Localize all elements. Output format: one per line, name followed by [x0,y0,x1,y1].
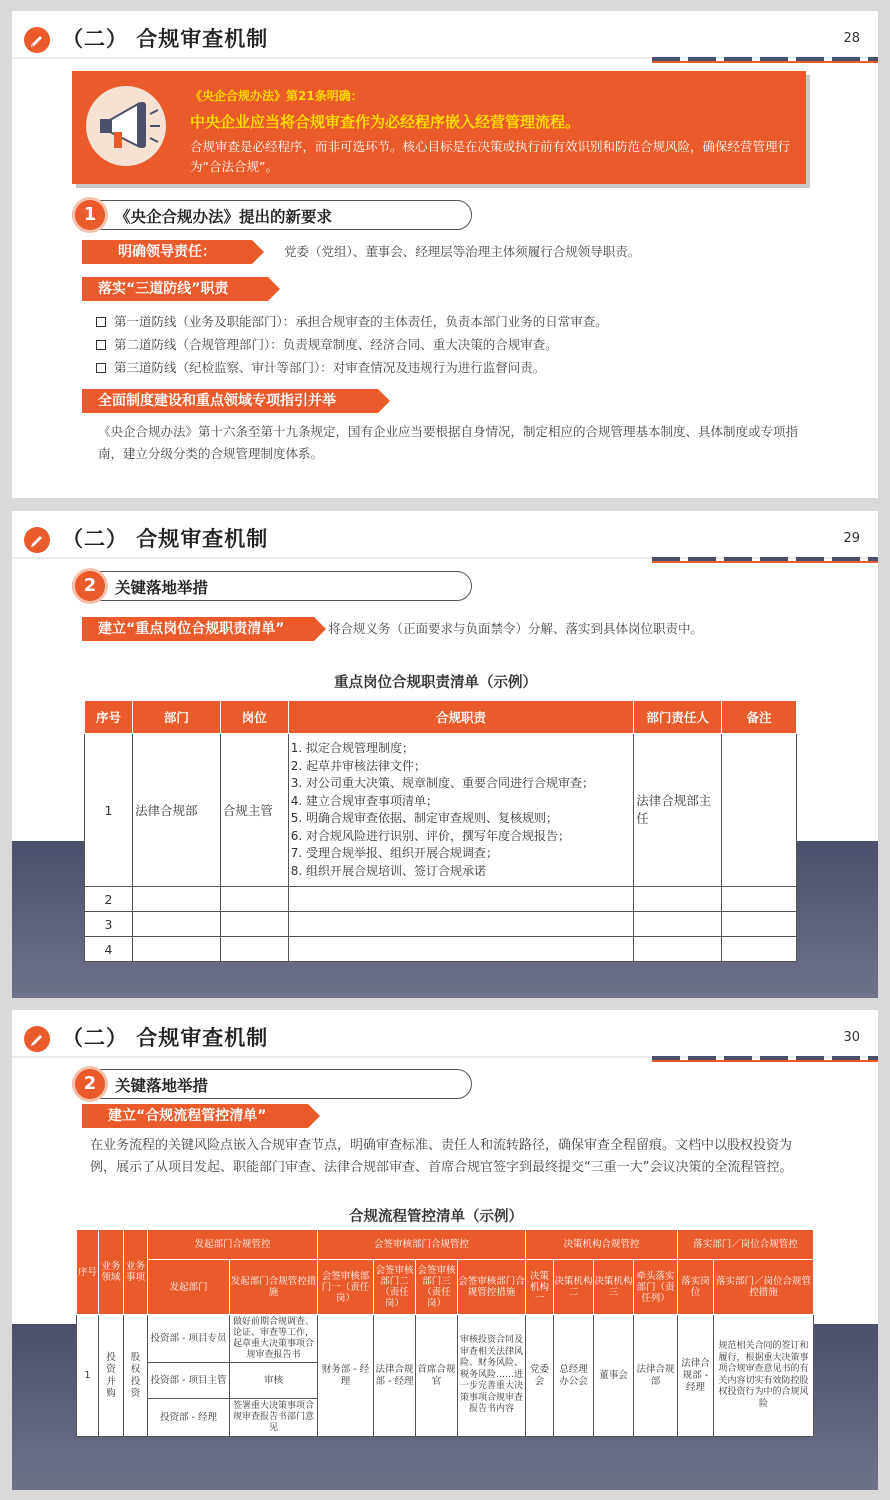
col-header: 发起部门合规管控措施 [230,1260,318,1315]
col-header: 合规职责 [288,701,633,734]
col-header: 决策机构二 [554,1260,594,1315]
tag-system-building: 全面制度建设和重点领域专项指引并举 [82,389,378,413]
page-number: 29 [843,531,860,546]
section-number-badge: 1 [75,200,105,230]
cell-no: 1 [85,734,133,887]
cell-owner: 法律合规部主任 [634,734,722,887]
col-header: 序号 [77,1230,99,1315]
col-header: 牵头落实部门（责任列） [634,1260,678,1315]
col-header: 部门责任人 [634,701,722,734]
cell-init-measure: 审核 [230,1363,318,1399]
cell-cs1: 财务部 - 经理 [318,1315,374,1437]
cell-init-dept: 投资部 - 项目专员 [148,1315,230,1363]
megaphone-icon [86,86,166,166]
slide-30 [12,1010,878,1490]
cell-note [722,734,797,887]
cell-cs2: 法律合规部 - 经理 [374,1315,416,1437]
table-row [85,912,797,937]
duty-item: 1. 拟定合规管理制度； [290,741,414,755]
table-title: 重点岗位合规职责清单（示例） [334,675,537,691]
section-title: 关键落地举措 [115,1077,209,1095]
duty-item: 3. 对公司重大决策、规章制度、重要合同进行合规审查； [290,776,594,790]
col-header: 序号 [85,701,133,734]
col-header: 备注 [722,701,797,734]
table-row [85,887,797,912]
pencil-icon [24,527,50,553]
duty-item: 2. 起草并审核法律文件； [290,758,426,773]
process-control-table [76,1229,814,1437]
cell-dept: 法律合规部 [132,734,220,887]
slide-title: （二） 合规审查机制 [62,27,269,51]
col-header: 业务事项 [124,1230,148,1315]
col-header: 落实岗位 [678,1260,714,1315]
col-header: 岗位 [220,701,288,734]
col-header: 会签审核部门三（责任岗） [416,1260,458,1315]
cell-no: 4 [85,937,133,962]
cell-lead: 法律合规部 [634,1315,678,1437]
group-header: 发起部门合规管控 [148,1230,318,1260]
col-header: 发起部门 [148,1260,230,1315]
col-header: 决策机构一 [526,1260,554,1315]
group-header: 决策机构合规管控 [526,1230,678,1260]
pencil-icon [24,1026,50,1052]
group-header: 会签审核部门合规管控 [318,1230,526,1260]
table-row [85,734,797,887]
cell-duties [288,734,633,887]
table-header-row [85,701,797,734]
cell-d1: 党委会 [526,1315,554,1437]
cell-cs3: 首席合规官 [416,1315,458,1437]
col-header: 会签审核部门二（责任岗） [374,1260,416,1315]
tag-three-lines: 落实“三道防线”职责 [82,277,268,301]
tag-post-checklist: 建立“重点岗位合规职责清单” [82,617,314,641]
section-heading [72,1069,472,1099]
slide-29 [12,511,878,998]
section-title: 《央企合规办法》提出的新要求 [115,208,333,226]
cell-cs-measure: 审核投资合同及审查相关法律风险、财务风险、税务风险……进一步完善重大决策事项合规审查报告书内容 [458,1315,526,1437]
tag-leadership: 明确领导责任： [82,240,252,264]
col-header: 决策机构三 [594,1260,634,1315]
duty-item: 8. 组织开展合规培训、签订合规承诺 [290,863,486,878]
banner-citation: 《央企合规办法》第21条明确： [190,89,363,103]
table-header-row [77,1260,814,1315]
col-header: 会签审核部门一（责任岗） [318,1260,374,1315]
duty-item: 5. 明确合规审查依据、制定审查规则、复核规则； [290,811,558,825]
table-row [77,1315,814,1363]
section-title: 关键落地举措 [115,579,209,597]
cell-item: 股权投资 [124,1315,148,1437]
cell-d3: 董事会 [594,1315,634,1437]
header-accent-line [652,1060,878,1062]
header-accent-line [652,61,878,63]
banner-body: 合规审查是必经程序，而非可选环节。核心目标是在决策或执行前有效识别和防范合规风险，确保经营管理行为“合法合规”。 [190,139,791,174]
cell-init-measure: 签署重大决策事项合规审查报告书部门意见 [230,1399,318,1437]
duty-item: 6. 对合规风险进行识别、评价，撰写年度合规报告； [290,828,570,843]
section-heading [72,200,472,230]
bullet-line-2: 第二道防线（合规管理部门）：负责规章制度、经济合同、重大决策的合规审查。 [96,335,558,353]
process-checklist-text: 在业务流程的关键风险点嵌入合规审查节点，明确审查标准、责任人和流转路径，确保审查全程留痕。文档中以股权投资为例，展示了从项目发起、职能部门审查、法律合规部审查、首席合规官签字到最终提交“三重一大”会议决策的全流程管控。 [90,1138,793,1175]
col-header: 业务领域 [99,1230,124,1315]
duty-item: 7. 受理合规举报、组织开展合规调查； [290,846,498,860]
system-building-text: 《央企合规办法》第十六条至第十九条规定，国有企业应当要根据自身情况，制定相应的合规管理基本制度、具体制度或专项指南，建立分级分类的合规管理制度体系。 [98,424,799,461]
post-checklist-text: 将合规义务（正面要求与负面禁令）分解、落实到具体岗位职责中。 [328,621,704,636]
pencil-icon [24,27,50,53]
cell-init-measure: 做好前期合规调查、论证、审查等工作，起草重大决策事项合规审查报告书 [230,1315,318,1363]
cell-post: 合规主管 [220,734,288,887]
header-accent-line [652,561,878,563]
section-heading [72,571,472,601]
bullet-line-3: 第三道防线（纪检监察、审计等部门）：对审查情况及违规行为进行监督问责。 [96,358,545,376]
cell-no: 2 [85,887,133,912]
cell-d2: 总经理办公会 [554,1315,594,1437]
bullet-line-1: 第一道防线（业务及职能部门）：承担合规审查的主体责任，负责本部门业务的日常审查。 [96,312,608,330]
group-header: 落实部门／岗位合规管控 [678,1230,814,1260]
page-number: 28 [843,31,860,46]
cell-impl-measure: 规范相关合同的签订和履行，根据重大决策事项合规审查意见书的有关内容切实有效防控股权投资行为中的合规风险 [714,1315,814,1437]
col-header: 会签审核部门合规管控措施 [458,1260,526,1315]
table-title: 合规流程管控清单（示例） [349,1209,523,1225]
col-header: 落实部门／岗位合规管控措施 [714,1260,814,1315]
cell-init-dept: 投资部 - 经理 [148,1399,230,1437]
col-header: 部门 [132,701,220,734]
cell-field: 投资并购 [99,1315,124,1437]
table-row [85,937,797,962]
slide-28 [12,11,878,498]
section-number-badge: 2 [75,571,105,601]
cell-no: 3 [85,912,133,937]
cell-impl: 法律合规部 - 经理 [678,1315,714,1437]
slide-title: （二） 合规审查机制 [62,1026,269,1050]
leadership-text: 党委（党组）、董事会、经理层等治理主体须履行合规领导职责。 [284,244,641,259]
section-number-badge: 2 [75,1069,105,1099]
slide-title: （二） 合规审查机制 [62,527,269,551]
duty-item: 4. 建立合规审查事项清单； [290,793,438,808]
table-group-header-row [77,1230,814,1260]
post-duty-table [84,700,797,962]
cell-init-dept: 投资部 - 项目主管 [148,1363,230,1399]
banner-headline: 中央企业应当将合规审查作为必经程序嵌入经营管理流程。 [190,113,581,131]
page-number: 30 [843,1030,860,1045]
key-point-banner [72,71,806,184]
cell-no: 1 [77,1315,99,1437]
tag-process-checklist: 建立“合规流程管控清单” [82,1104,308,1128]
